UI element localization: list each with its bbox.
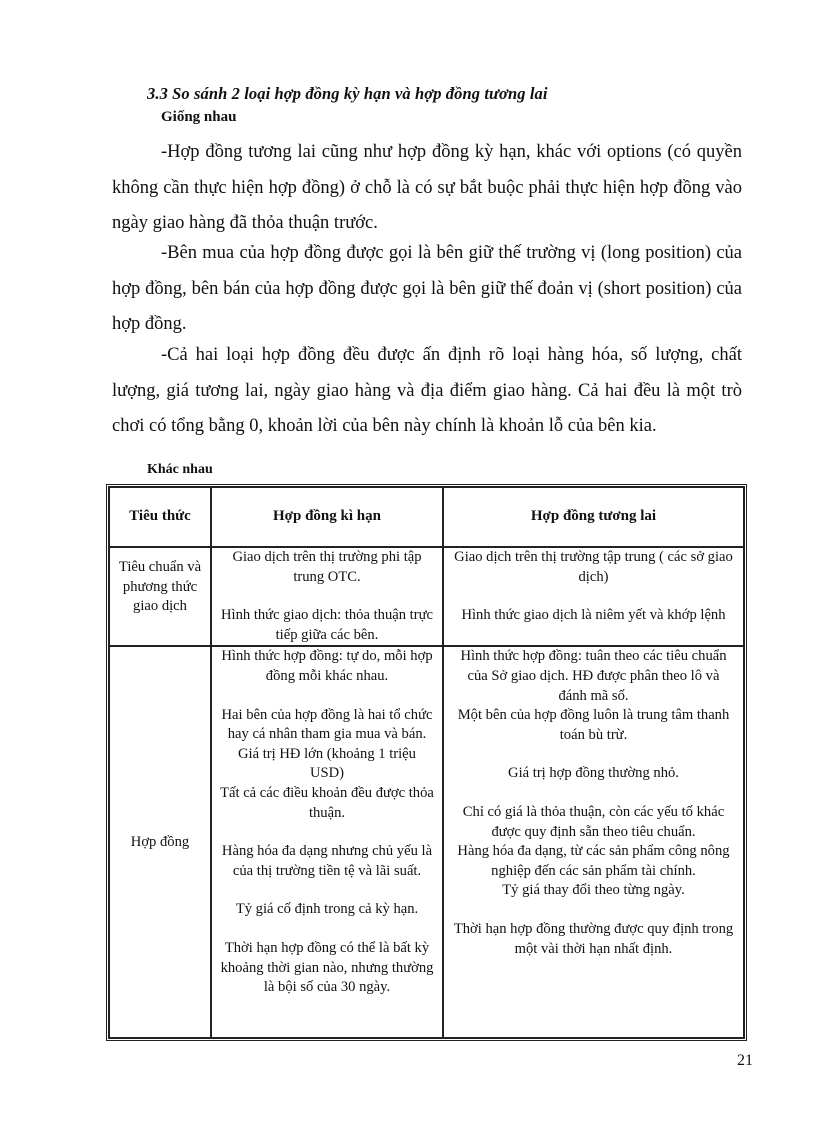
header-futures: Hợp đồng tương lai	[443, 487, 744, 547]
header-criterion: Tiêu thức	[109, 487, 211, 547]
forward-cell	[211, 547, 443, 646]
table-row	[109, 547, 744, 646]
subheading-similarities: Giống nhau	[161, 109, 237, 125]
futures-text: Giá trị hợp đồng thường nhỏ.	[508, 765, 679, 782]
futures-text: Một bên của hợp đồng luôn là trung tâm thanh toán bù trừ.	[457, 707, 730, 743]
forward-text: Tất cả các điều khoản đều được thỏa thuận.	[220, 784, 434, 821]
forward-text: Hình thức hợp đồng: tự do, mỗi hợp đồng mỗi khác nhau.	[221, 648, 433, 684]
paragraph-1: -Hợp đồng tương lai cũng như hợp đồng kỳ hạn, khác với options (có quyền không cần thực hiện hợp đồng) ở chỗ là có sự bắt buộc phải thực hiện hợp đồng vào ngày giao hàng đã thỏa thuận trước.	[112, 142, 742, 233]
futures-text: Tỷ giá thay đổi theo từng ngày.	[502, 882, 685, 899]
forward-cell	[211, 646, 443, 1038]
table-caption: Khác nhau	[147, 462, 213, 477]
futures-text: Hình thức hợp đồng: tuân theo các tiêu chuẩn của Sở giao dịch. HĐ được phân theo lô và đánh mã số.	[460, 648, 727, 704]
page-number: 21	[737, 1052, 753, 1069]
criterion-trading: Tiêu chuẩn và phương thức giao dịch	[118, 559, 202, 615]
forward-text: Hình thức giao dịch: thỏa thuận trực tiếp giữa các bên.	[221, 607, 433, 643]
futures-text: Hình thức giao dịch là niêm yết và khớp lệnh	[461, 607, 726, 624]
futures-text: Giao dịch trên thị trường tập trung ( các sở giao dịch)	[454, 549, 733, 585]
paragraph-2: -Bên mua của hợp đồng được gọi là bên giữ thế trường vị (long position) của hợp đồng, bên bán của hợp đồng được gọi là bên giữ thế đoản vị (short position) của hợp đồng.	[112, 243, 742, 334]
forward-text: Hàng hóa đa dạng nhưng chủ yếu là của thị trường tiền tệ và lãi suất.	[221, 843, 433, 879]
futures-cell	[443, 646, 744, 1038]
futures-text: Chỉ có giá là thỏa thuận, còn các yếu tố khác được quy định sẵn theo tiêu chuẩn.	[462, 803, 725, 840]
futures-cell	[443, 547, 744, 646]
forward-text: Giao dịch trên thị trường phi tập trung OTC.	[232, 549, 422, 585]
header-forward: Hợp đồng kì hạn	[211, 487, 443, 547]
forward-text: Thời hạn hợp đồng có thể là bất kỳ khoảng thời gian nào, nhưng thường là bội số của 30 ngày.	[220, 939, 434, 996]
forward-text: Tỷ giá cố định trong cả kỳ hạn.	[235, 901, 419, 918]
forward-text: Giá trị HĐ lớn (khoảng 1 triệu USD)	[238, 745, 416, 782]
futures-text: Thời hạn hợp đồng thường được quy định trong một vài thời hạn nhất định.	[453, 920, 734, 957]
paragraph-3: -Cả hai loại hợp đồng đều được ấn định rõ loại hàng hóa, số lượng, chất lượng, giá tương lai, ngày giao hàng và địa điểm giao hàng. Cả hai đều là một trò chơi có tổng bằng 0, khoản lời của bên này chính là khoản lỗ của bên kia.	[112, 345, 742, 436]
futures-text: Hàng hóa đa dạng, từ các sản phẩm công nông nghiệp đến các sản phẩm tài chính.	[457, 843, 730, 879]
comparison-table	[106, 484, 747, 1041]
criterion-contract: Hợp đồng	[130, 833, 190, 850]
table-header-row	[109, 487, 744, 547]
table-row	[109, 646, 744, 1038]
criterion-cell	[109, 646, 211, 1038]
section-heading: 3.3 So sánh 2 loại hợp đồng kỳ hạn và hợp đồng tương lai	[147, 84, 548, 103]
forward-text: Hai bên của hợp đồng là hai tổ chức hay cá nhân tham gia mua và bán.	[221, 706, 433, 743]
criterion-cell	[109, 547, 211, 646]
